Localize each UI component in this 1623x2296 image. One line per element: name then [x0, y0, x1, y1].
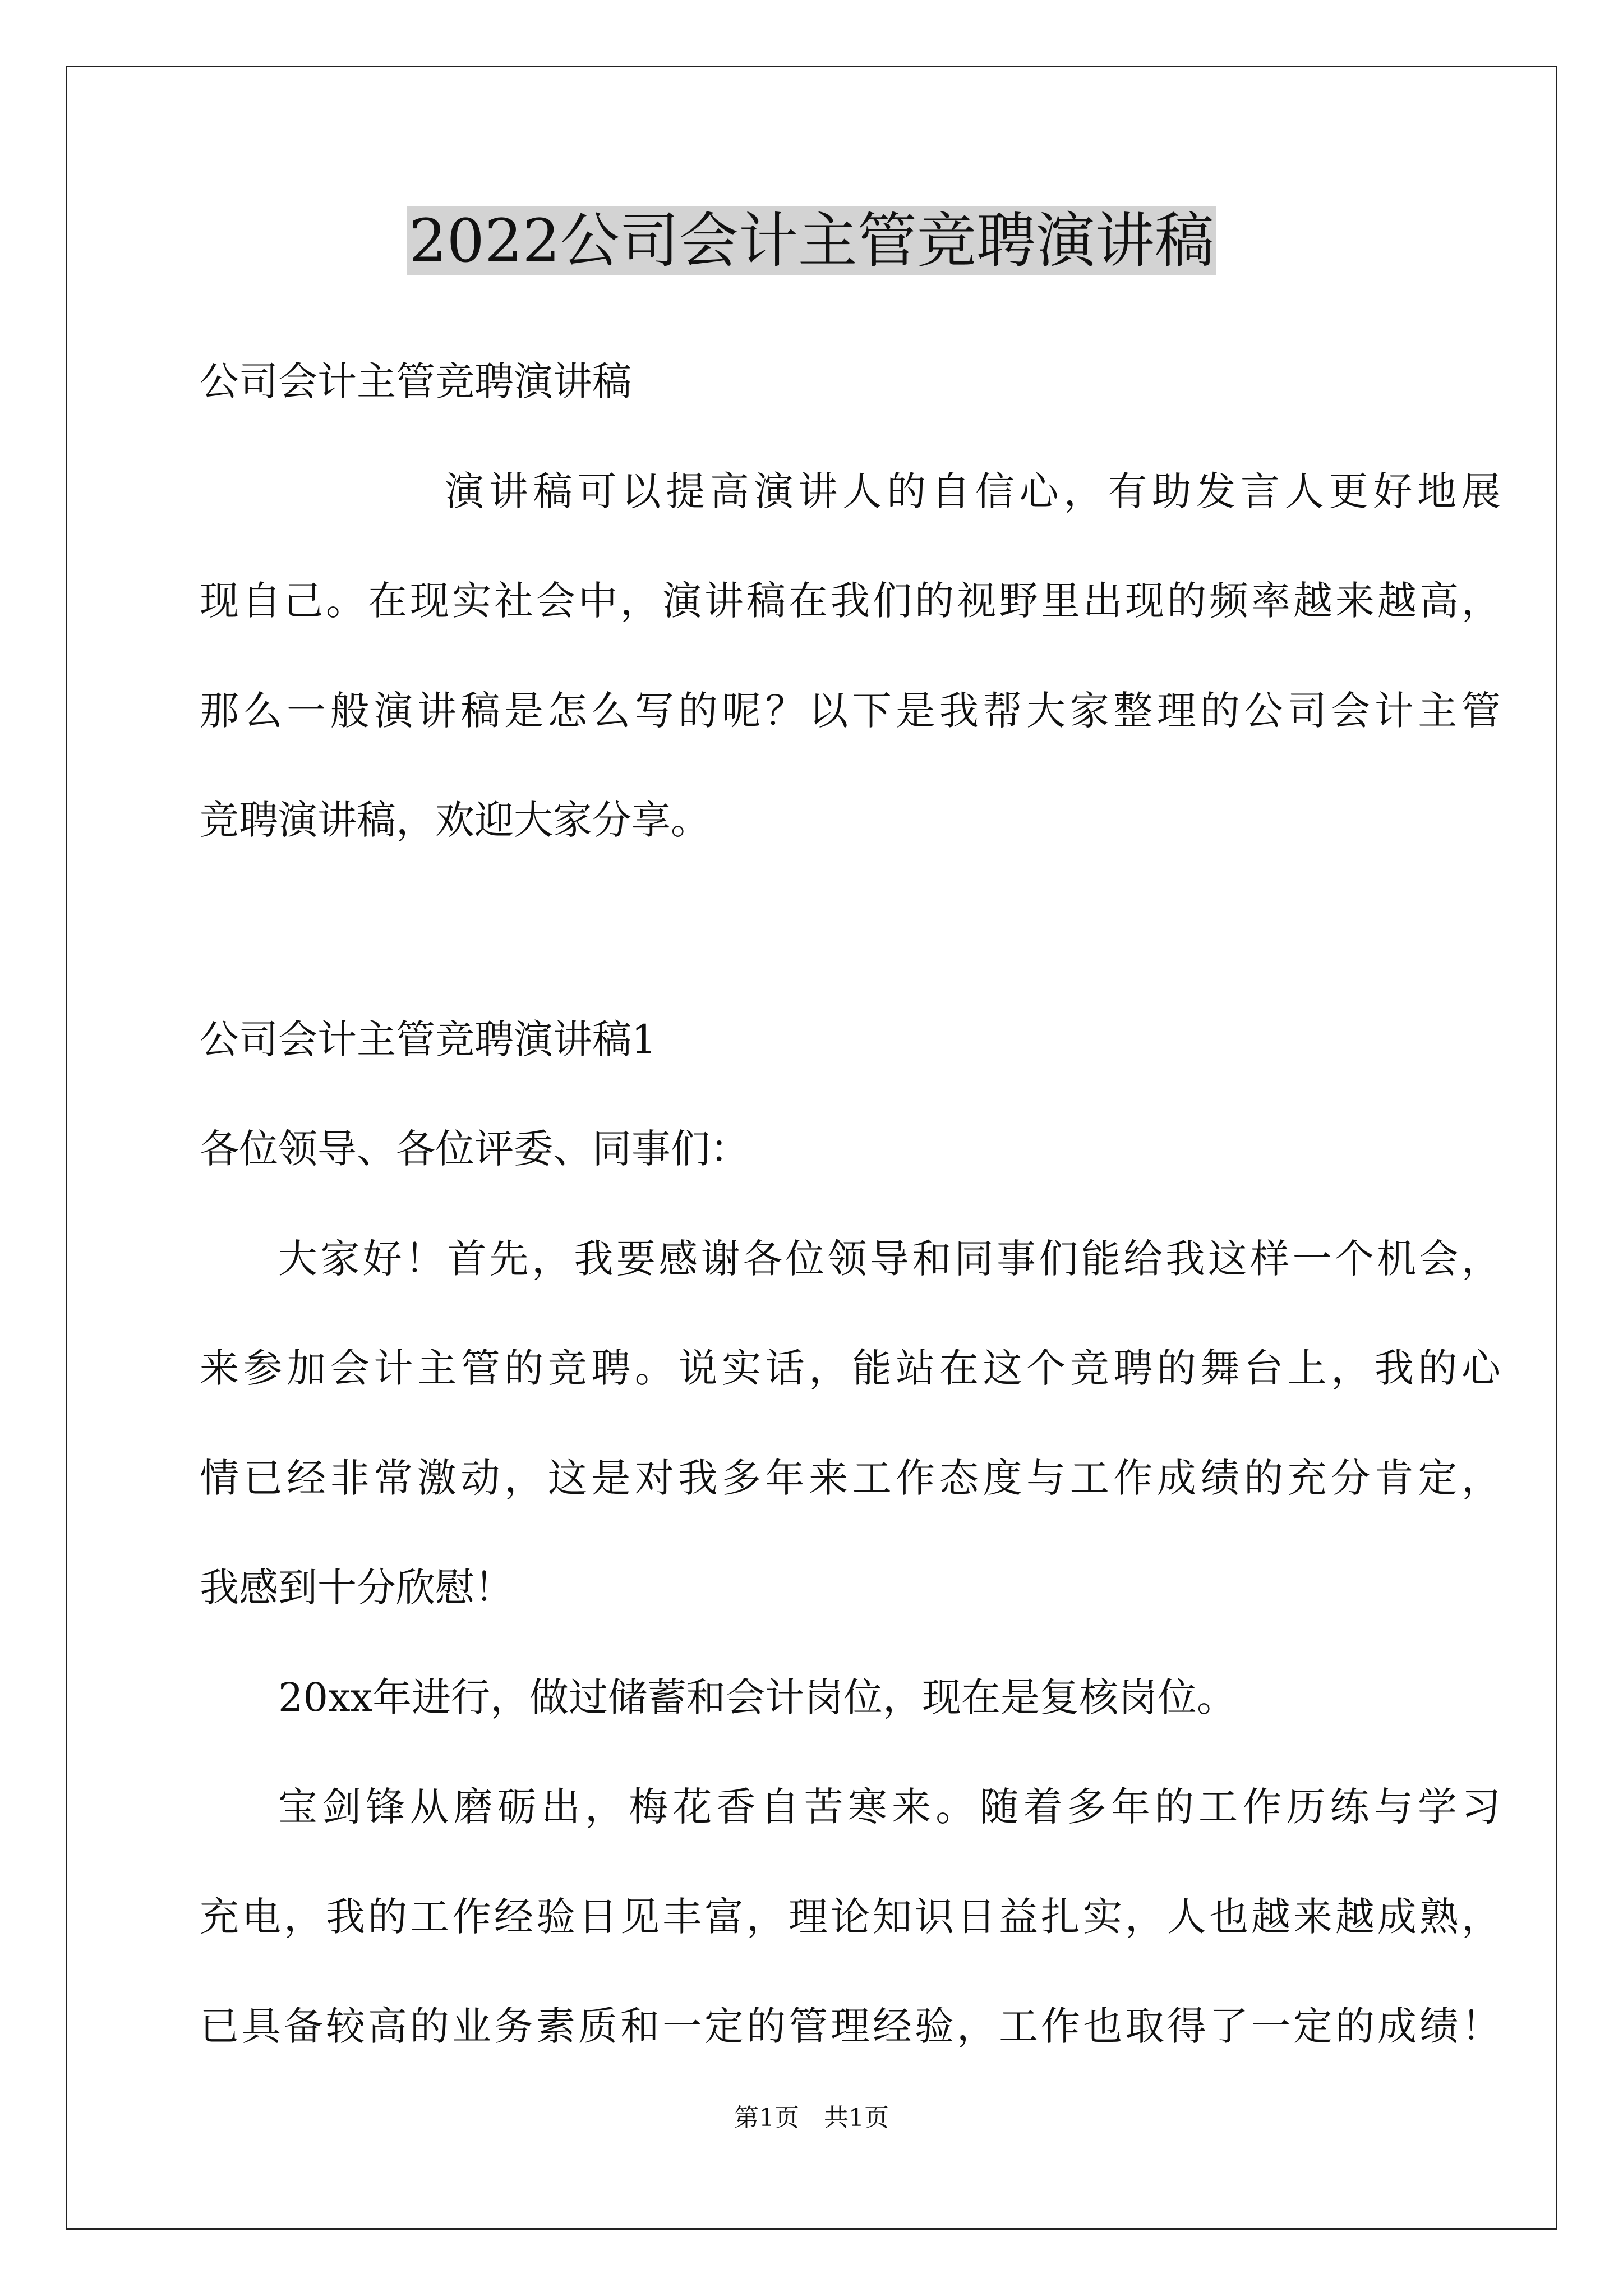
page-number: 第1页	[734, 2104, 799, 2132]
intro-line-2: 现自己。在现实社会中，演讲稿在我们的视野里出现的频率越来越高，	[200, 578, 1501, 624]
para2: 20xx年进行，做过储蓄和会计岗位，现在是复核岗位。	[278, 1674, 1237, 1720]
para3-line-3: 已具备较高的业务素质和一定的管理经验，工作也取得了一定的成绩！	[200, 2003, 1501, 2049]
para1-line-3: 情已经非常激动，这是对我多年来工作态度与工作成绩的充分肯定，	[200, 1455, 1501, 1501]
para1-line-2: 来参加会计主管的竞聘。说实话，能站在这个竞聘的舞台上，我的心	[200, 1345, 1501, 1391]
intro-line-1: 演讲稿可以提高演讲人的自信心，有助发言人更好地展	[445, 468, 1501, 514]
para1-line-1: 大家好！首先，我要感谢各位领导和同事们能给我这样一个机会，	[278, 1236, 1501, 1282]
document-title	[0, 202, 1623, 280]
intro-line-3: 那么一般演讲稿是怎么写的呢？以下是我帮大家整理的公司会计主管	[200, 688, 1501, 734]
intro-line-4: 竞聘演讲稿，欢迎大家分享。	[200, 797, 710, 843]
page-footer	[0, 2101, 1623, 2135]
document-title-text: 2022公司会计主管竞聘演讲稿	[407, 206, 1216, 275]
section-heading: 公司会计主管竞聘演讲稿1	[200, 1016, 657, 1062]
subtitle: 公司会计主管竞聘演讲稿	[200, 358, 631, 404]
page-total: 共1页	[824, 2104, 889, 2132]
salutation: 各位领导、各位评委、同事们：	[200, 1126, 749, 1172]
para3-line-1: 宝剑锋从磨砺出，梅花香自苦寒来。随着多年的工作历练与学习	[278, 1784, 1501, 1830]
para1-line-4: 我感到十分欣慰！	[200, 1565, 514, 1611]
para3-line-2: 充电，我的工作经验日见丰富，理论知识日益扎实，人也越来越成熟，	[200, 1894, 1501, 1940]
